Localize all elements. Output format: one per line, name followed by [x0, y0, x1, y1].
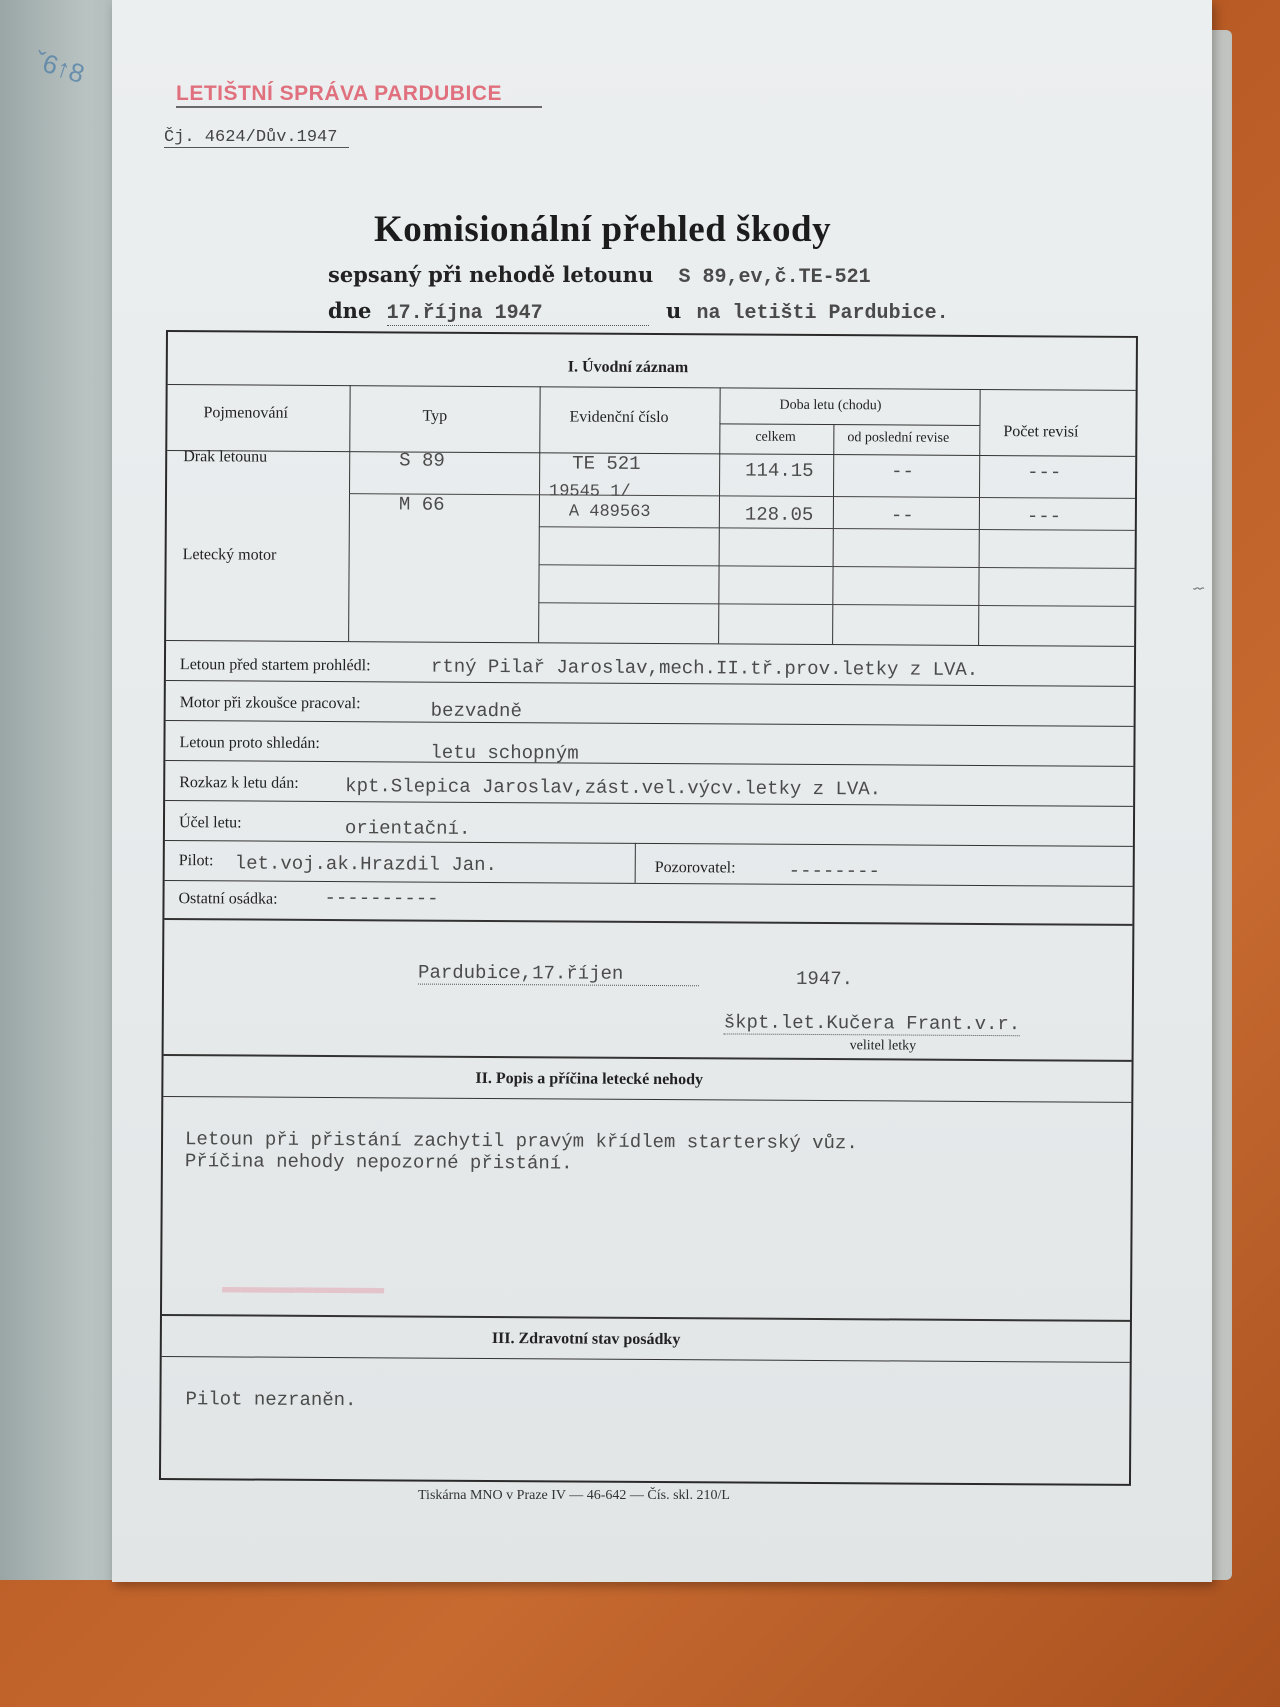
reference-number: Čj. 4624/Dův.1947 [164, 128, 349, 148]
row-airframe-total: 114.15 [745, 459, 814, 482]
motor-label: Motor při zkoušce pracoval: [179, 694, 361, 713]
inspect-value: rtný Pilař Jaroslav,mech.II.tř.prov.letky z LVA. [430, 655, 979, 681]
form-table [159, 330, 1138, 1486]
year-value: 1947. [795, 967, 854, 991]
row-engine-count: --- [1026, 505, 1062, 528]
subtitle-line-2 [328, 298, 949, 326]
row-airframe-label: Drak letounu [183, 448, 268, 466]
subtitle-date-value: 17.října 1947 [387, 302, 649, 326]
col-time-header: Doba letu (chodu) [779, 397, 882, 414]
purpose-label: Účel letu: [178, 814, 242, 832]
row-engine-total: 128.05 [744, 503, 814, 526]
signature-role: velitel letky [849, 1038, 917, 1054]
subtitle-at-label: u [665, 298, 682, 323]
pilot-value: let.voj.ak.Hrazdil Jan. [234, 852, 498, 877]
section-1-heading: I. Úvodní záznam [567, 358, 689, 377]
col-name-header: Pojmenování [203, 404, 288, 422]
row-engine-label: Letecký motor [182, 546, 277, 564]
row-engine-evid-bottom: A 489563 [568, 502, 651, 522]
order-label: Rozkaz k letu dán: [179, 774, 299, 792]
found-label: Letoun proto shledán: [179, 734, 320, 752]
row-airframe-type: S 89 [399, 449, 445, 472]
section-2-heading: II. Popis a příčina letecké nehody [475, 1069, 704, 1089]
row-airframe-evid: TE 521 [572, 452, 641, 475]
left-page-ink-mark: ˇ6↑8 [30, 44, 89, 90]
subtitle-line-1 [328, 262, 871, 289]
accident-description-line-2: Příčina nehody nepozorné přistání. [184, 1150, 573, 1175]
subtitle-aircraft-label: sepsaný při nehodě letounu [328, 262, 654, 287]
col-type-header: Typ [422, 407, 448, 425]
subtitle-aircraft-value: S 89,ev,č.TE-521 [678, 266, 871, 289]
col-evid-header: Evidenční číslo [569, 408, 669, 427]
row-airframe-count: --- [1027, 461, 1062, 484]
row-engine-type: M 66 [398, 493, 445, 516]
crew-value: ---------- [324, 886, 439, 910]
found-value: letu schopným [430, 741, 579, 765]
subtitle-date-label: dne [328, 298, 372, 323]
observer-value: -------- [788, 859, 880, 883]
subtitle-place-value: na letišti Pardubice. [696, 302, 949, 325]
printer-footer: Tiskárna MNO v Praze IV — 46-642 — Čís. skl. 210/L [418, 1488, 730, 1503]
order-value: kpt.Slepica Jaroslav,zást.vel.výcv.letky z LVA. [345, 775, 882, 801]
observer-label: Pozorovatel: [654, 858, 736, 877]
document-title: Komisionální přehled škody [374, 209, 832, 250]
faint-stamp-mark: ▬▬▬▬▬▬▬▬▬ [222, 1276, 385, 1298]
row-engine-since: -- [890, 504, 914, 527]
place-date-value: Pardubice,17.říjen [418, 962, 699, 987]
row-engine-evid-top: 19545 1/ [548, 482, 631, 502]
office-stamp: LETIŠTNÍ SPRÁVA PARDUBICE [176, 82, 542, 108]
pilot-label: Pilot: [178, 852, 214, 870]
motor-value: bezvadně [430, 699, 522, 723]
row-airframe-since: -- [891, 460, 915, 483]
signature-value: škpt.let.Kučera Frant.v.r. [723, 1011, 1021, 1036]
col-total-header: celkem [755, 429, 796, 445]
inspect-label: Letoun před startem prohlédl: [179, 656, 371, 675]
crew-health-text: Pilot nezraněn. [185, 1388, 357, 1412]
crew-label: Ostatní osádka: [178, 890, 278, 908]
purpose-value: orientační. [344, 817, 471, 840]
accident-description-line-1: Letoun při přistání zachytil pravým křídlem starterský vůz. [184, 1128, 858, 1155]
col-count-header: Počet revisí [1003, 423, 1079, 441]
margin-note: ⌇ [1190, 585, 1207, 592]
col-since-header: od poslední revise [847, 430, 950, 446]
section-3-heading: III. Zdravotní stav posádky [491, 1330, 681, 1349]
